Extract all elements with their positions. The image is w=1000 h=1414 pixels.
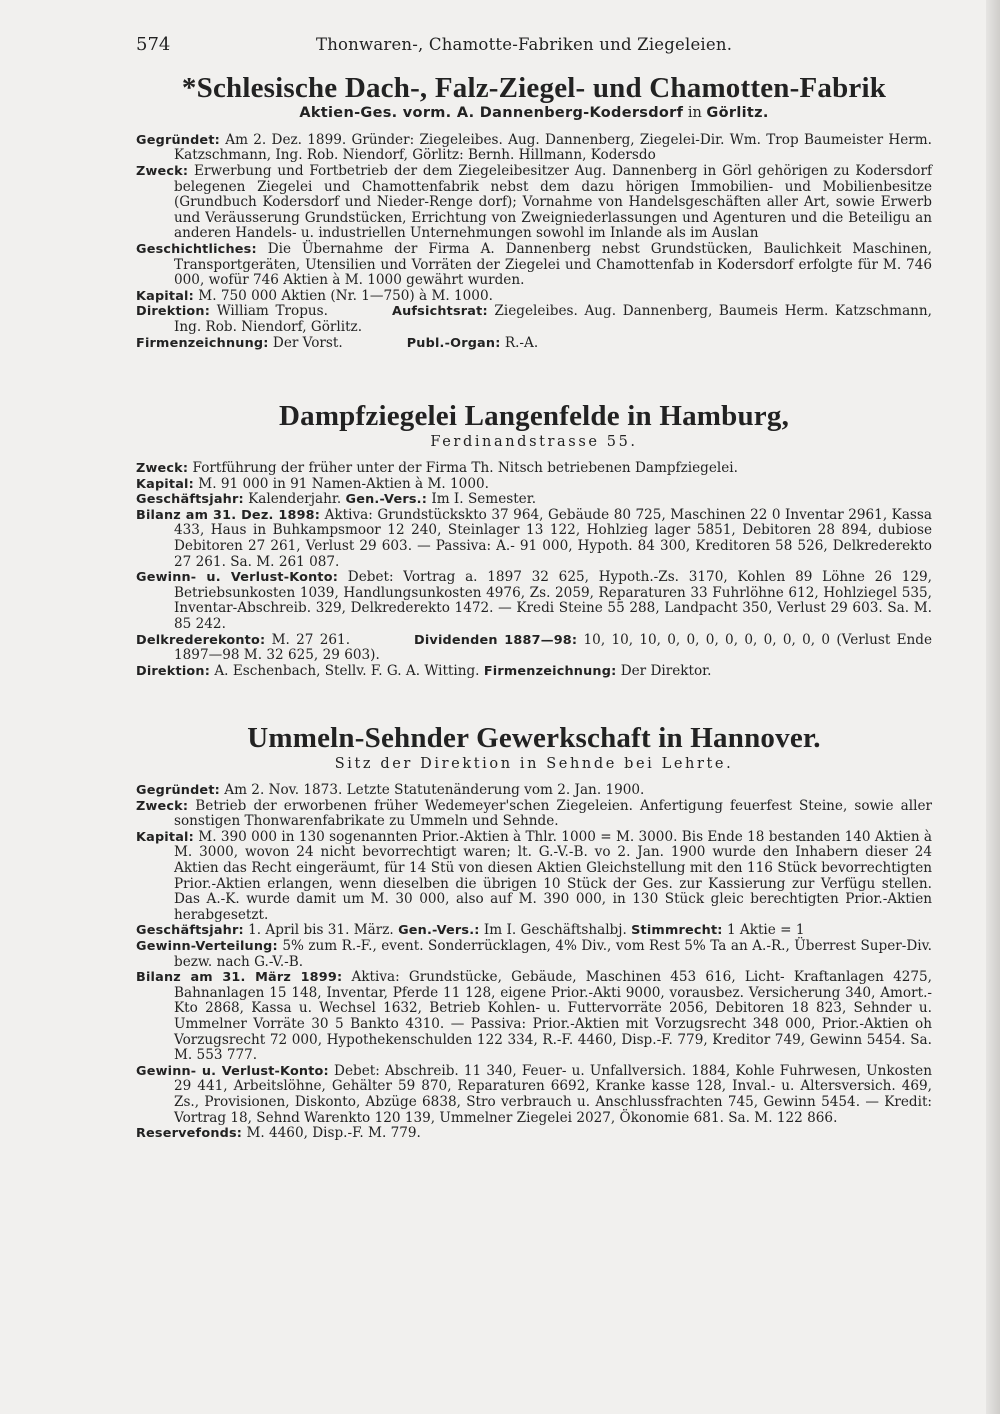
entry-text: Debet: Vortrag a. 1897 32 625, Hypoth.-Zs. 3170, Kohlen 89 Löhne 26 129, Betriebsunkosten 1039, Handlungsunkosten 4976, Zs. 2059, Reparaturen 33 Fuhrlöhne 612, Hohlziegel 535, Inventar-Abschreib. 329, Delkrederekto 1472. — Kredi Steine 55 288, Landpacht 350, Verlust 29 603. Sa. M. 85 242. (174, 569, 932, 632)
subtitle-connector: in (683, 105, 707, 122)
entry-text: Betrieb der erworbenen früher Wedemeyer'schen Ziegeleien. Anfertigung feuerfest Steine, sowie aller sonstigen Thonwarenfabrikate zu Ummeln und Sehnde. (174, 797, 932, 830)
entry-text: Aktiva: Grundstücke, Gebäude, Maschinen 453 616, Licht- Kraftanlagen 4275, Bahnanlagen 15 148, Inventar, Pferde 11 128, eigene Prior.-Akti 9000, vorausbez. Versicherung 340, Amort.-Kto 2868, Kassa u. Wechsel 1632, Betrieb Kohlen- u. Futtervorräte 2056, Debitoren 18 823, Sehnder u. Ummelner Vorräte 30 5 Bankto 4310. — Passiva: Prior.-Aktien mit Vorzugsrecht 348 000, Prior.-Aktien oh Vorzugsrecht 72 000, Hypothekenschulden 122 334, R.-F. 4460, Disp.-F. 779, Kreditor 749, Gewinn 5454. Sa. M. 553 777. (174, 969, 932, 1064)
entry-gewinn-verlust (136, 570, 932, 632)
entry-zweck (136, 461, 932, 477)
entry-zweck (136, 164, 932, 242)
running-header (136, 34, 932, 55)
company-title: Dampfziegelei Langenfelde in Hamburg, (278, 400, 790, 433)
entry-text: Die Übernahme der Firma A. Dannenberg nebst Grundstücken, Baulichkeit Maschinen, Transportgeräten, Utensilien und Vorräten der Ziegelei und Chamottenfab in Kodersdorf erfolgte für M. 746 000, wofür 746 Aktien à M. 1000 gewährt wurden. (174, 240, 932, 289)
entry-geschaeftsjahr (136, 492, 932, 508)
entry-kapital (136, 477, 932, 493)
entry-text-2: Im I. Geschäftshalbj. (479, 922, 627, 939)
entry-direktion (136, 664, 932, 680)
entry-text: William Tropus. (210, 303, 328, 320)
entry-text: Erwerbung und Fortbetrieb der dem Ziegeleibesitzer Aug. Dannenberg in Görl gehörigen zu Kodersdorf belegenen Ziegelei und Chamottenfabrik nebst dem dazu hörigen Immobilien- und Mobilienbesitze (Grundbuch Kodersdorf und Nieder-Renge dorf); Vornahme von Handelsgeschäften aller Art, sowie Erwerb und Veräusserung Grundstücken, Errichtung von Zweigniederlassungen und Agenturen und die Beteiligu an anderen Handels- u. industriellen Unternehmungen sowohl im Inlande als im Auslan (174, 163, 932, 242)
entry-text-2: R.-A. (500, 334, 539, 351)
section-langenfelde (136, 401, 932, 679)
entry-label: Kapital: (136, 829, 194, 845)
entry-label: Gewinn- u. Verlust-Konto: (136, 570, 339, 586)
entry-text: M. 4460, Disp.-F. M. 779. (242, 1125, 421, 1142)
entry-text: Kalenderjahr. (243, 491, 342, 508)
entry-label: Gewinn- u. Verlust-Konto: (136, 1063, 329, 1079)
entry-label-3: Stimmrecht: (631, 923, 723, 939)
entry-zweck (136, 799, 932, 830)
entry-text: M. 27 261. (265, 631, 351, 648)
section-ummeln-sehnder (136, 723, 932, 1141)
entry-text: 5% zum R.-F., event. Sonderrücklagen, 4% Div., vom Rest 5% Ta an A.-R., Überrest Super-Div. bezw. nach G.-V.-B. (174, 938, 932, 970)
entry-text-2: Im I. Semester. (427, 491, 537, 508)
entry-label: Kapital: (136, 476, 194, 492)
entry-text-2: 10, 10, 10, 0, 0, 0, 0, 0, 0, 0, 0, 0 (Verlust Ende 1897—98 M. 32 625, 29 603). (174, 631, 932, 664)
entry-label: Geschichtliches: (136, 241, 257, 257)
entry-text: M. 390 000 in 130 sogenannten Prior.-Aktien à Thlr. 1000 = M. 3000. Bis Ende 18 bestanden 140 Aktien à M. 3000, wovon 24 nicht bevorrechtigt waren; lt. G.-V.-B. vo 2. Jan. 1900 wurde den Inhabern dieser 24 Aktien das Recht eingeräumt, für 14 Stü von diesen Aktien Gleichstellung mit den 116 Stück bevorrechtigten Prior.-Aktien erlangen, wenn dieselben die übrigen 10 Stück der Ges. zur Kassierung zur Verfügu stellen. Das A.-K. wurde damit um M. 30 000, also auf M. 390 000, in 130 Stück gleic berechtigten Prior.-Aktien herabgesetzt. (174, 828, 932, 923)
entry-text: 1. April bis 31. März. (243, 922, 394, 939)
entry-label: Bilanz am 31. März 1899: (136, 970, 343, 986)
entry-label-2: Dividenden 1887—98: (414, 632, 578, 648)
entry-label: Direktion: (136, 304, 211, 320)
entry-label: Firmenzeichnung: (136, 335, 269, 351)
subtitle-city: Görlitz. (706, 105, 769, 122)
entry-text: Aktiva: Grundstückskto 37 964, Gebäude 80 725, Maschinen 22 0 Inventar 2961, Kassa 433, Haus in Buhkampsmoor 12 240, Steinlager 13 122, Hohlzieg lager 5851, Debitoren 28 894, dubiose Debitoren 27 261, Verlust 29 603. — Passiva: A.- 91 000, Hypoth. 84 300, Kreditoren 58 526, Delkrederekto 27 261. Sa. M. 261 087. (174, 506, 932, 570)
entry-gewinn-verlust (136, 1064, 932, 1126)
entry-label: Zweck: (136, 460, 189, 476)
entry-reservefonds (136, 1126, 932, 1142)
entry-label: Gewinn-Verteilung: (136, 939, 278, 955)
section-schlesische (136, 73, 932, 351)
entry-label: Zweck: (136, 798, 189, 814)
entry-label: Geschäftsjahr: (136, 492, 244, 508)
entry-text: Fortführung der früher unter der Firma Th. Nitsch betriebenen Dampfziegelei. (188, 459, 738, 476)
entry-label: Gegründet: (136, 132, 220, 148)
page-number: 574 (136, 34, 171, 55)
entry-geschaeftsjahr (136, 923, 932, 939)
entry-gewinn-verteilung (136, 939, 932, 970)
company-title: *Schlesische Dach-, Falz-Ziegel- und Chamotten-Fabrik (181, 72, 887, 104)
entry-label-2: Gen.-Vers.: (398, 923, 480, 939)
entry-direktion (136, 304, 932, 335)
entry-text: M. 91 000 in 91 Namen-Aktien à M. 1000. (193, 475, 489, 492)
entry-label-2: Gen.-Vers.: (345, 492, 428, 508)
entry-geschichtliches (136, 242, 932, 289)
entry-label: Geschäftsjahr: (136, 923, 244, 939)
entry-text-2: Ziegeleibes. Aug. Dannenberg, Baumeis Herm. Katzschmann, Ing. Rob. Niendorf, Görlitz. (174, 303, 933, 335)
entry-label: Bilanz am 31. Dez. 1898: (136, 507, 321, 523)
running-title: Thonwaren-, Chamotte-Fabriken und Ziegeleien. (316, 35, 733, 54)
entry-text-2: Der Direktor. (616, 662, 712, 679)
subtitle-company-name: Aktien-Ges. vorm. A. Dannenberg-Kodersdorf (299, 105, 684, 122)
company-subtitle: Sitz der Direktion in Sehnde bei Lehrte. (334, 755, 734, 772)
company-subtitle: Ferdinandstrasse 55. (430, 433, 638, 450)
entry-label-2: Aufsichtsrat: (391, 304, 488, 320)
entry-label-2: Publ.-Organ: (406, 335, 501, 351)
entry-label: Zweck: (136, 164, 189, 180)
entry-text: A. Eschenbach, Stellv. F. G. A. Witting. (210, 662, 480, 679)
entry-text-3: 1 Aktie = 1 (722, 922, 805, 939)
entry-label: Direktion: (136, 663, 211, 679)
entry-gegruendet (136, 133, 932, 164)
entry-label: Gegründet: (136, 783, 220, 799)
entry-gegruendet (136, 783, 932, 799)
entry-delkrederekonto (136, 633, 932, 664)
entry-firmenzeichnung (136, 336, 932, 352)
entry-label: Reservefonds: (136, 1126, 243, 1142)
company-subtitle (136, 105, 932, 122)
entry-kapital (136, 830, 932, 924)
entry-bilanz (136, 508, 932, 570)
entry-text: M. 750 000 Aktien (Nr. 1—750) à M. 1000. (193, 287, 493, 304)
entry-text: Der Vorst. (268, 334, 343, 351)
entry-kapital (136, 289, 932, 305)
entry-text: Debet: Abschreib. 11 340, Feuer- u. Unfallversich. 1884, Kohle Fuhrwesen, Unkosten 29 441, Arbeitslöhne, Gehälter 59 870, Reparaturen 6692, Kranke kasse 128, Inval.- u. Altersversich. 469, Zs., Provisionen, Diskonto, Abzüge 6838, Stro verbrauch u. Anschlussfrachten 745, Gewinn 5454. — Kredit: Vortrag 18, Sehnd Warenkto 120 139, Ummelner Ziegelei 2027, Ökonomie 681. Sa. M. 122 866. (174, 1062, 932, 1126)
entry-label: Kapital: (136, 288, 194, 304)
company-title: Ummeln-Sehnder Gewerkschaft in Hannover. (247, 722, 821, 755)
entry-text: Am 2. Dez. 1899. Gründer: Ziegeleibes. Aug. Dannenberg, Ziegelei-Dir. Wm. Trop Baumeister Herm. Katzschmann, Ing. Rob. Niendorf, Görlitz: Bernh. Hillmann, Kodersdo (174, 131, 932, 164)
entry-label: Delkrederekonto: (136, 632, 266, 648)
entry-bilanz (136, 970, 932, 1064)
entry-label-2: Firmenzeichnung: (483, 663, 617, 679)
entry-text: Am 2. Nov. 1873. Letzte Statutenänderung vom 2. Jan. 1900. (219, 782, 645, 799)
